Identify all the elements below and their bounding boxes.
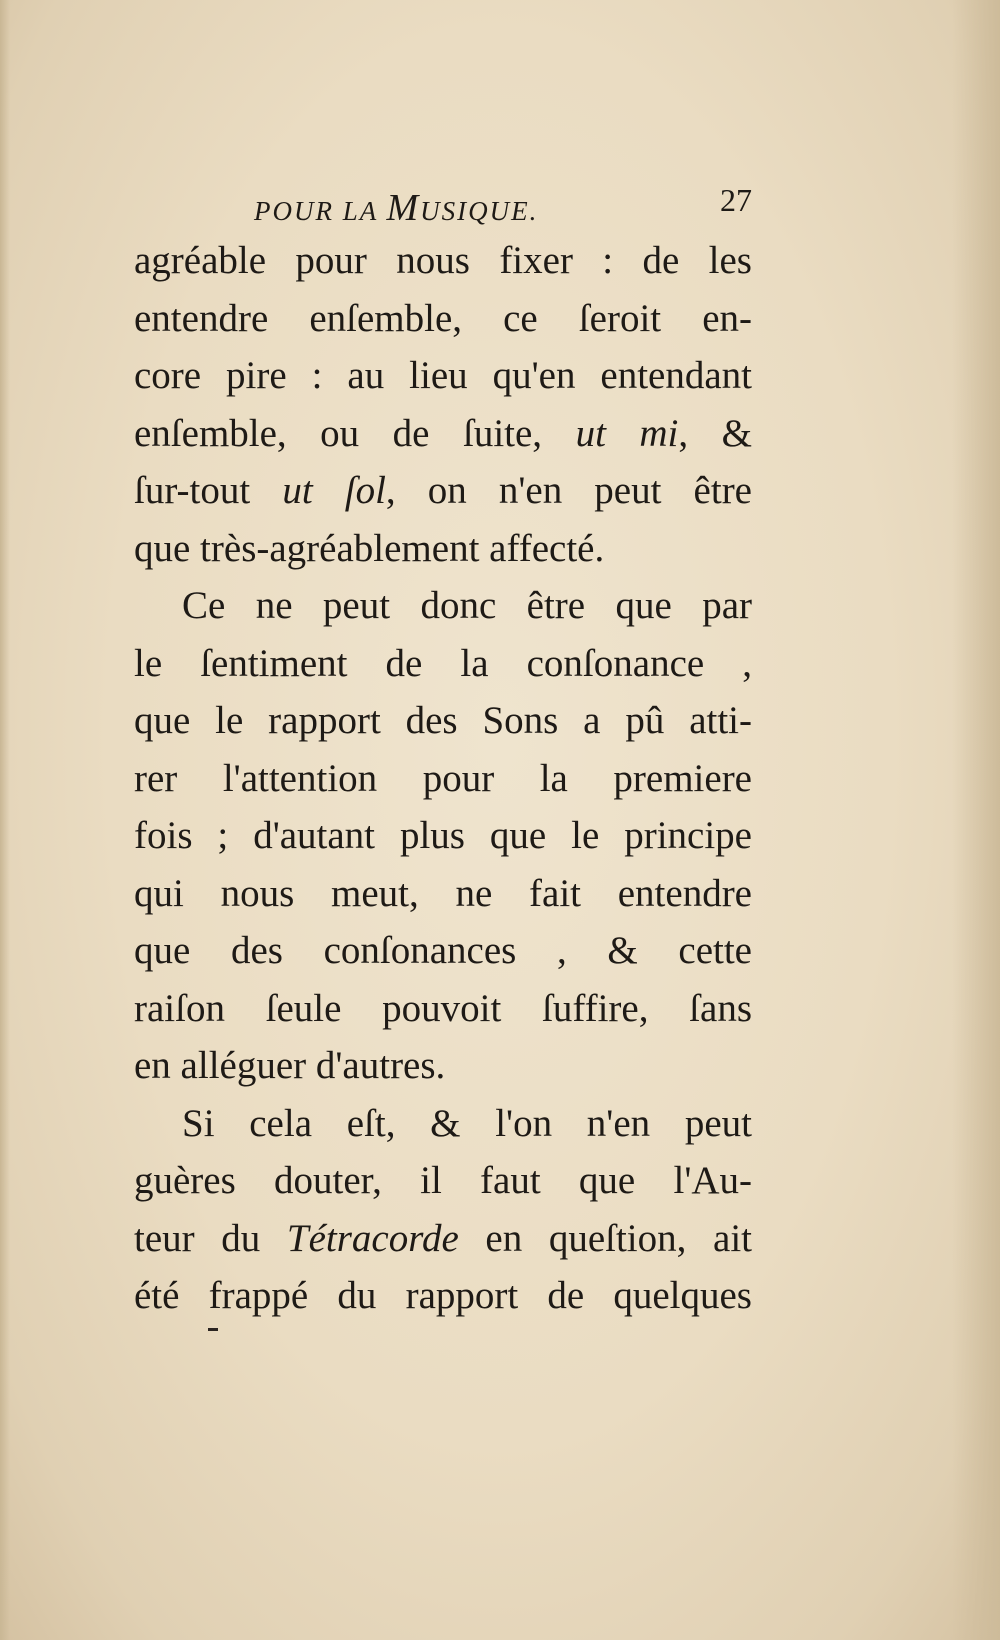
- text-block: [134, 182, 752, 1325]
- text-line: fois ; d'autant plus que le principe: [134, 814, 752, 857]
- page-number: 27: [720, 182, 752, 218]
- text-line: le ſentiment de la conſonance ,: [134, 641, 752, 685]
- text-line: en alléguer d'autres.: [134, 1044, 446, 1087]
- text-line: ſur-tout ut ſol, on n'en peut être: [134, 469, 752, 512]
- text-line: enſemble, ou de ſuite, ut mi, &: [134, 411, 752, 455]
- running-head-prefix: POUR LA: [254, 196, 387, 226]
- text-line: agréable pour nous fixer : de les: [134, 239, 752, 282]
- text-line: Ce ne peut donc être que par: [182, 584, 752, 627]
- page-edge-left: [0, 0, 10, 1640]
- text-line: Si cela eſt, & l'on n'en peut: [182, 1101, 752, 1145]
- text-line: que très-agréablement affecté.: [134, 526, 605, 570]
- text-line: rer l'attention pour la premiere: [134, 756, 752, 800]
- text-line: que des conſonances , & cette: [134, 929, 752, 972]
- running-head-initial: M: [386, 187, 421, 229]
- text-line: core pire : au lieu qu'en entendant: [134, 354, 752, 397]
- running-head-title: [254, 186, 538, 230]
- text-line: guères douter, il faut que l'Au-: [134, 1159, 752, 1202]
- page-edge-right: [952, 0, 1000, 1640]
- running-head: [134, 182, 752, 232]
- text-line: entendre enſemble, ce ſeroit en-: [134, 296, 752, 340]
- text-line: été frappé du rapport de quelques: [134, 1274, 752, 1317]
- text-line: qui nous meut, ne fait entendre: [134, 871, 752, 915]
- running-head-rest: USIQUE.: [420, 196, 539, 226]
- text-line: teur du Tétracorde en queſtion, ait: [134, 1216, 752, 1260]
- text-line: que le rapport des Sons a pû atti-: [134, 699, 752, 742]
- print-mark: [208, 1328, 218, 1331]
- text-line: raiſon ſeule pouvoit ſuffire, ſans: [134, 986, 752, 1030]
